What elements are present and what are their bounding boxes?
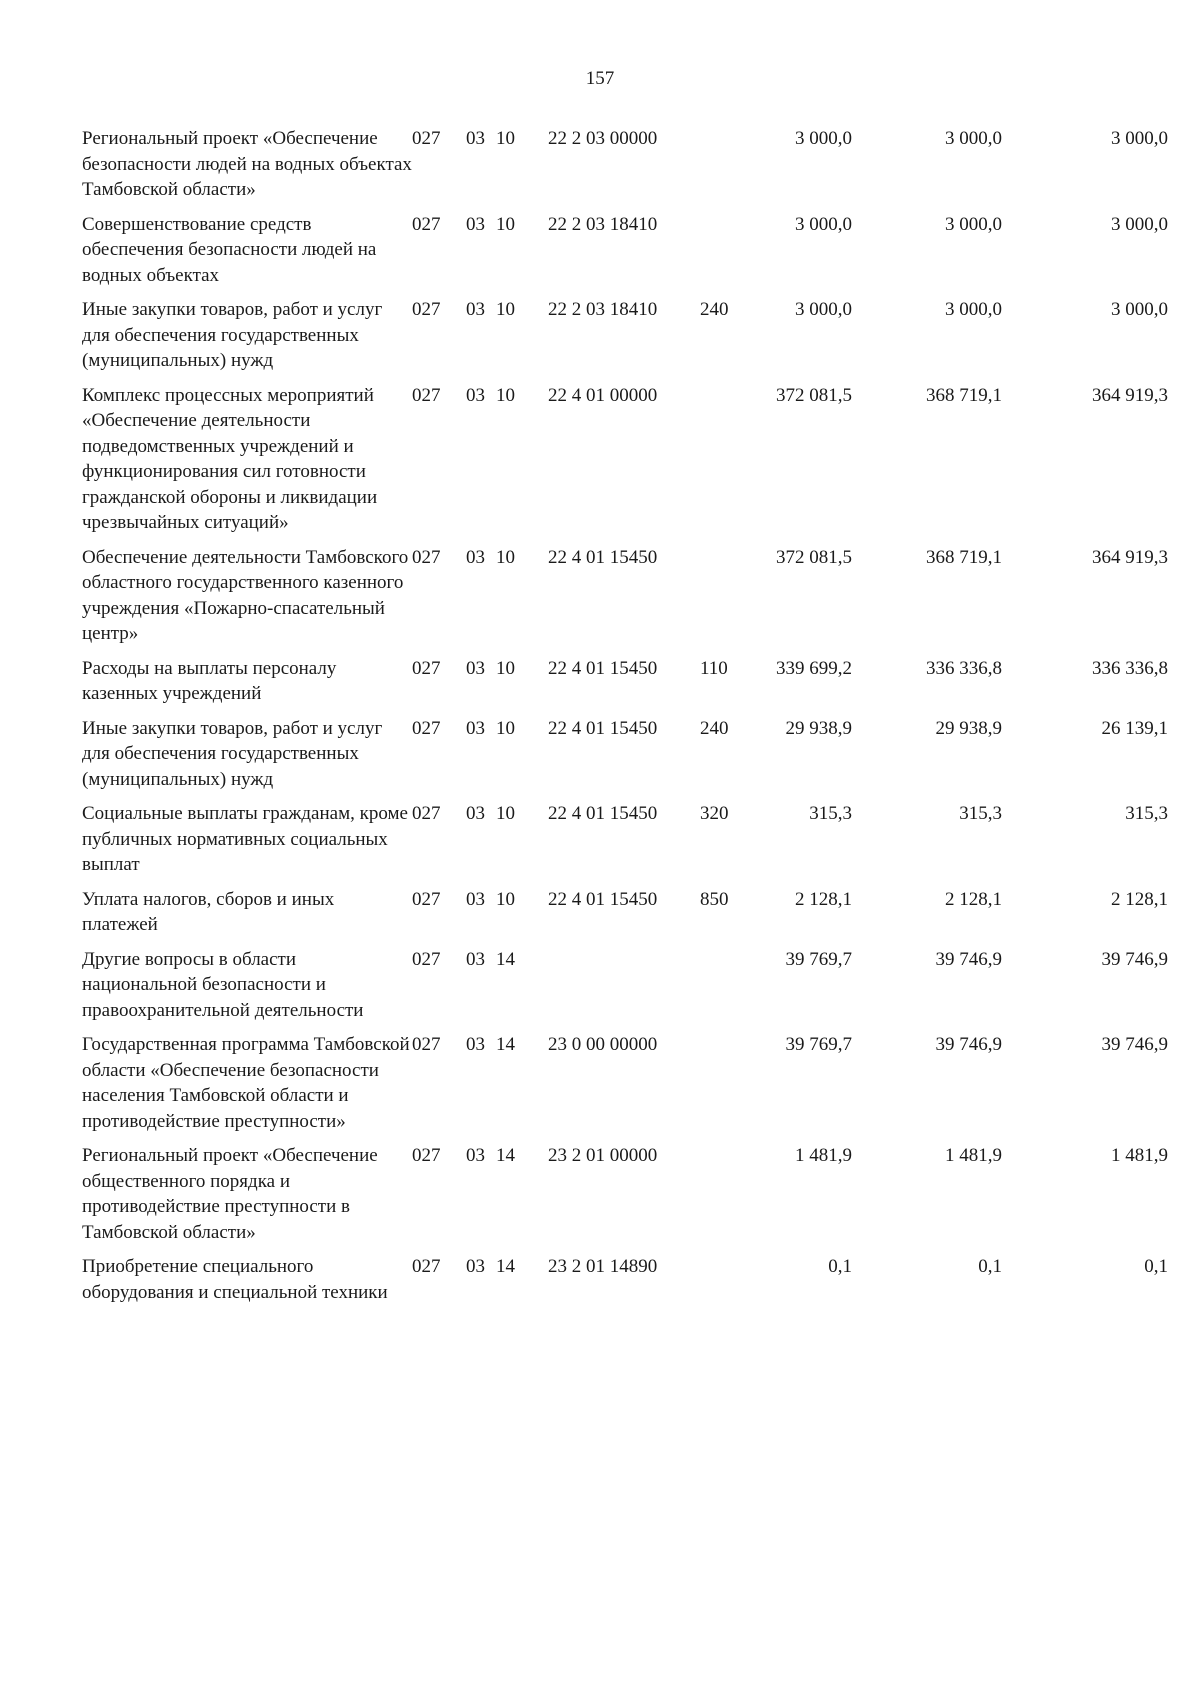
section-code: 03: [466, 1034, 485, 1055]
page-number: 157: [585, 68, 615, 89]
table-row: [82, 947, 1172, 1024]
table-row: [82, 716, 1172, 793]
target-article-code: 23 2 01 14890: [548, 1256, 658, 1277]
amount-year-3: 315,3: [1125, 803, 1168, 824]
ministry-code: 027: [412, 384, 441, 406]
target-article-code: 22 2 03 00000: [548, 128, 658, 149]
budget-table: [82, 126, 1172, 1305]
subsection-code: 10: [496, 657, 515, 679]
section-code: 03: [466, 657, 485, 679]
amount-year-1: 39 769,7: [785, 948, 852, 970]
expense-type-code: 850: [700, 888, 729, 910]
subsection-code: 10: [496, 384, 515, 406]
amount-year-1: 315,3: [809, 803, 852, 824]
amount-year-3: 39 746,9: [1101, 1034, 1168, 1055]
section-code: 03: [466, 717, 485, 739]
section-code: 03: [466, 384, 485, 406]
row-name: Уплата налогов, сборов и иных платежей: [82, 888, 335, 935]
target-article-code: 22 4 01 15450: [548, 546, 658, 568]
row-name: Иные закупки товаров, работ и услуг для обеспечения государственных (муниципальных) нужд: [82, 299, 383, 371]
ministry-code: 027: [412, 128, 441, 149]
subsection-code: 10: [496, 128, 515, 149]
amount-year-3: 2 128,1: [1111, 888, 1168, 910]
ministry-code: 027: [412, 1256, 441, 1277]
subsection-code: 10: [496, 299, 515, 320]
row-name: Приобретение специального оборудования и специальной техники: [82, 1256, 388, 1303]
row-name: Региональный проект «Обеспечение безопасности людей на водных объектах Тамбовской области»: [82, 128, 412, 200]
amount-year-2: 39 746,9: [935, 1034, 1002, 1055]
target-article-code: 22 4 01 15450: [548, 717, 658, 739]
subsection-code: 10: [496, 546, 515, 568]
target-article-code: 23 2 01 00000: [548, 1145, 658, 1166]
table-row: [82, 656, 1172, 707]
ministry-code: 027: [412, 948, 441, 970]
row-name: Государственная программа Тамбовской области «Обеспечение безопасности населения Тамбовской области и противодействие преступности»: [82, 1034, 410, 1132]
subsection-code: 10: [496, 213, 515, 235]
expense-type-code: 240: [700, 299, 729, 320]
amount-year-3: 1 481,9: [1111, 1145, 1168, 1166]
row-name: Региональный проект «Обеспечение общественного порядка и противодействие преступности в Тамбовской области»: [82, 1145, 378, 1243]
amount-year-2: 0,1: [978, 1256, 1002, 1277]
amount-year-2: 39 746,9: [935, 948, 1002, 970]
subsection-code: 14: [496, 1034, 515, 1055]
table-row: [82, 297, 1172, 374]
row-name: Другие вопросы в области национальной безопасности и правоохранительной деятельности: [82, 948, 364, 1021]
amount-year-1: 339 699,2: [776, 657, 852, 679]
amount-year-3: 39 746,9: [1101, 948, 1168, 970]
amount-year-1: 39 769,7: [785, 1034, 852, 1055]
amount-year-1: 3 000,0: [795, 213, 852, 235]
target-article-code: 22 2 03 18410: [548, 213, 658, 235]
section-code: 03: [466, 888, 485, 910]
amount-year-2: 315,3: [959, 803, 1002, 824]
target-article-code: 22 4 01 15450: [548, 803, 658, 824]
expense-type-code: 240: [700, 717, 729, 739]
amount-year-1: 3 000,0: [795, 299, 852, 320]
ministry-code: 027: [412, 213, 441, 235]
section-code: 03: [466, 803, 485, 824]
table-row: [82, 1254, 1172, 1305]
row-name: Обеспечение деятельности Тамбовского областного государственного казенного учреждения «Пожарно-спасательный центр»: [82, 546, 409, 644]
amount-year-2: 2 128,1: [945, 888, 1002, 910]
amount-year-2: 3 000,0: [945, 128, 1002, 149]
section-code: 03: [466, 299, 485, 320]
amount-year-1: 29 938,9: [785, 717, 852, 739]
subsection-code: 14: [496, 948, 515, 970]
table-row: [82, 887, 1172, 938]
section-code: 03: [466, 128, 485, 149]
ministry-code: 027: [412, 299, 441, 320]
amount-year-2: 336 336,8: [926, 657, 1002, 679]
subsection-code: 10: [496, 717, 515, 739]
target-article-code: 22 4 01 15450: [548, 888, 658, 910]
target-article-code: 23 0 00 00000: [548, 1034, 658, 1055]
subsection-code: 14: [496, 1256, 515, 1277]
amount-year-3: 3 000,0: [1111, 213, 1168, 235]
subsection-code: 10: [496, 888, 515, 910]
ministry-code: 027: [412, 888, 441, 910]
row-name: Социальные выплаты гражданам, кроме публичных нормативных социальных выплат: [82, 803, 408, 875]
expense-type-code: 110: [700, 657, 728, 679]
section-code: 03: [466, 948, 485, 970]
amount-year-1: 372 081,5: [776, 384, 852, 406]
table-row: [82, 126, 1172, 203]
row-name: Комплекс процессных мероприятий «Обеспечение деятельности подведомственных учреждений и функционирования сил готовности гражданской обороны и ликвидации чрезвычайных ситуаций»: [82, 384, 378, 533]
amount-year-2: 3 000,0: [945, 213, 1002, 235]
table-row: [82, 545, 1172, 647]
amount-year-3: 336 336,8: [1092, 657, 1168, 679]
amount-year-3: 364 919,3: [1092, 384, 1168, 406]
amount-year-2: 3 000,0: [945, 299, 1002, 320]
amount-year-2: 1 481,9: [945, 1145, 1002, 1166]
subsection-code: 10: [496, 803, 515, 824]
table-row: [82, 1143, 1172, 1245]
expense-type-code: 320: [700, 803, 729, 824]
table-row: [82, 1032, 1172, 1134]
amount-year-2: 29 938,9: [935, 717, 1002, 739]
amount-year-1: 2 128,1: [795, 888, 852, 910]
table-row: [82, 383, 1172, 536]
target-article-code: 22 4 01 15450: [548, 657, 658, 679]
target-article-code: 22 4 01 00000: [548, 384, 658, 406]
amount-year-2: 368 719,1: [926, 546, 1002, 568]
amount-year-3: 3 000,0: [1111, 128, 1168, 149]
ministry-code: 027: [412, 1145, 441, 1166]
amount-year-1: 0,1: [828, 1256, 852, 1277]
ministry-code: 027: [412, 657, 441, 679]
section-code: 03: [466, 546, 485, 568]
row-name: Иные закупки товаров, работ и услуг для обеспечения государственных (муниципальных) нужд: [82, 717, 383, 790]
amount-year-1: 372 081,5: [776, 546, 852, 568]
target-article-code: 22 2 03 18410: [548, 299, 658, 320]
ministry-code: 027: [412, 803, 441, 824]
ministry-code: 027: [412, 546, 441, 568]
amount-year-3: 3 000,0: [1111, 299, 1168, 320]
row-name: Совершенствование средств обеспечения безопасности людей на водных объектах: [82, 213, 377, 286]
ministry-code: 027: [412, 1034, 441, 1055]
amount-year-1: 1 481,9: [795, 1145, 852, 1166]
section-code: 03: [466, 1145, 485, 1166]
section-code: 03: [466, 1256, 485, 1277]
amount-year-3: 364 919,3: [1092, 546, 1168, 568]
amount-year-3: 26 139,1: [1101, 717, 1168, 739]
table-row: [82, 212, 1172, 289]
table-row: [82, 801, 1172, 878]
ministry-code: 027: [412, 717, 441, 739]
subsection-code: 14: [496, 1145, 515, 1166]
row-name: Расходы на выплаты персоналу казенных учреждений: [82, 657, 337, 704]
amount-year-1: 3 000,0: [795, 128, 852, 149]
section-code: 03: [466, 213, 485, 235]
amount-year-2: 368 719,1: [926, 384, 1002, 406]
amount-year-3: 0,1: [1144, 1256, 1168, 1277]
